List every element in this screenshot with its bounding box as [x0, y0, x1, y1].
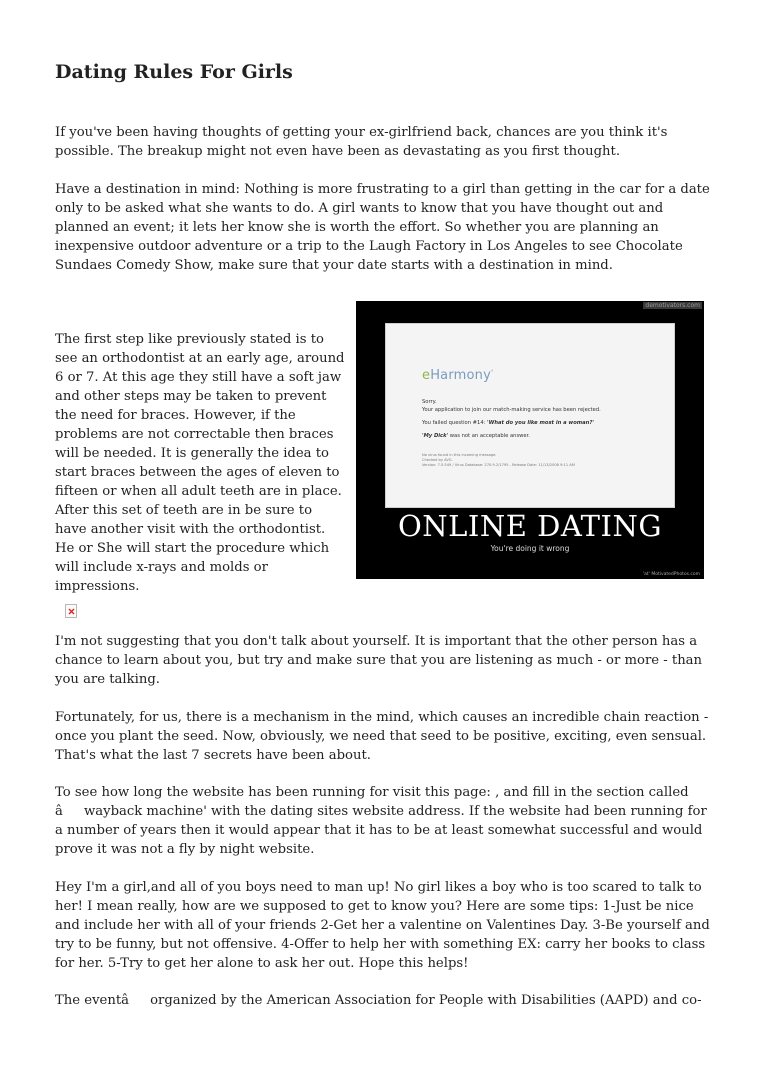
rejected-line: Your application to join our match-making service has been rejected. — [422, 407, 601, 413]
paragraph-5: Fortunately, for us, there is a mechanism in the mind, which causes an incredible chain reaction - once you plant the seed. Now, obviously, we need that seed to be positive, exciting, even sensual. That's what the last 7 secrets have been about. — [55, 710, 709, 763]
failed-question-line: You failed question #14: 'What do you like most in a woman?' — [422, 420, 594, 426]
virus-note-1: No virus found in this incoming message. — [422, 453, 497, 457]
paragraph-4: I'm not suggesting that you don't talk about yourself. It is important that the other person has a chance to learn about you, but try and make sure that you are listening as much - or more - than you are talking. — [55, 634, 703, 687]
image-headline: ONLINE DATING — [397, 509, 663, 543]
image-subline: You're doing it wrong — [490, 544, 570, 553]
red-x-icon — [68, 608, 75, 615]
paragraph-2: Have a destination in mind: Nothing is more frustrating to a girl than getting in the car for a date only to be asked what she wants to do. A girl wants to know that you have thought out and planned an event; it lets her know she is worth the effort. So whether you are planning an inexpensive outdoor adventure or a trip to the Laugh Factory in Los Angeles to see Chocolate Sundaes Comedy Show, make sure that your date starts with a destination in mind. — [55, 182, 710, 273]
online-dating-image — [356, 301, 704, 579]
eharmony-logo: eHarmony° — [422, 368, 494, 383]
paragraph-8: The eventâorganized by the American Association for People with Disabilities (AAPD) and co- — [55, 993, 702, 1008]
paragraph-7: Hey I'm a girl,and all of you boys need to man up! No girl likes a boy who is too scared to talk to her! I mean really, how are we supposed to get to know you? Here are some tips: 1-Just be nice and include her with all of your friends 2-Get her a valentine on Valentines Day. 3-Be yourself and try to be funny, but not offensive. 4-Offer to help her with something EX: carry her books to class for her. 5-Try to get her alone to ask her out. Hope this helps! — [55, 880, 710, 971]
broken-image-icon — [65, 604, 77, 618]
eharmony-screen — [385, 323, 675, 508]
virus-note-2: Checked by AVG. — [422, 458, 453, 462]
paragraph-3: The first step like previously stated is to see an orthodontist at an early age, around 6 or 7. At this age they still have a soft jaw and other steps may be taken to prevent the need for braces. However, if the problems are not correctable then braces will be needed. It is generally the idea to start braces between the ages of eleven to fifteen or when all adult teeth are in place. After this set of teeth are in be sure to have another visit with the orthodontist. He or She will start the procedure which will include x-rays and molds or impressions. — [55, 332, 345, 594]
sorry-line: Sorry. — [422, 399, 437, 405]
page-title: Dating Rules For Girls — [55, 61, 293, 83]
answer-line: 'My Dick' was not an acceptable answer. — [422, 433, 530, 439]
image-credit-bottom: 'at' MotivatedPhotos.com — [642, 572, 700, 577]
paragraph-1: If you've been having thoughts of getting your ex-girlfriend back, chances are you think it's possible. The breakup might not even have been as devastating as you first thought. — [55, 125, 668, 159]
virus-note-3: Version: 7.5.549 / Virus Database: 270.9.2/1795 - Release Date: 11/13/2008 9:11 AM — [422, 463, 575, 467]
paragraph-6: To see how long the website has been running for visit this page: , and fill in the section called âwayback machine' with the dating sites website address. If the website had been running for a number of years then it would appear that it has to be at least somewhat successful and would prove it was not a fly by night website. — [55, 785, 707, 857]
image-credit-top: demotivators.com — [645, 302, 700, 309]
